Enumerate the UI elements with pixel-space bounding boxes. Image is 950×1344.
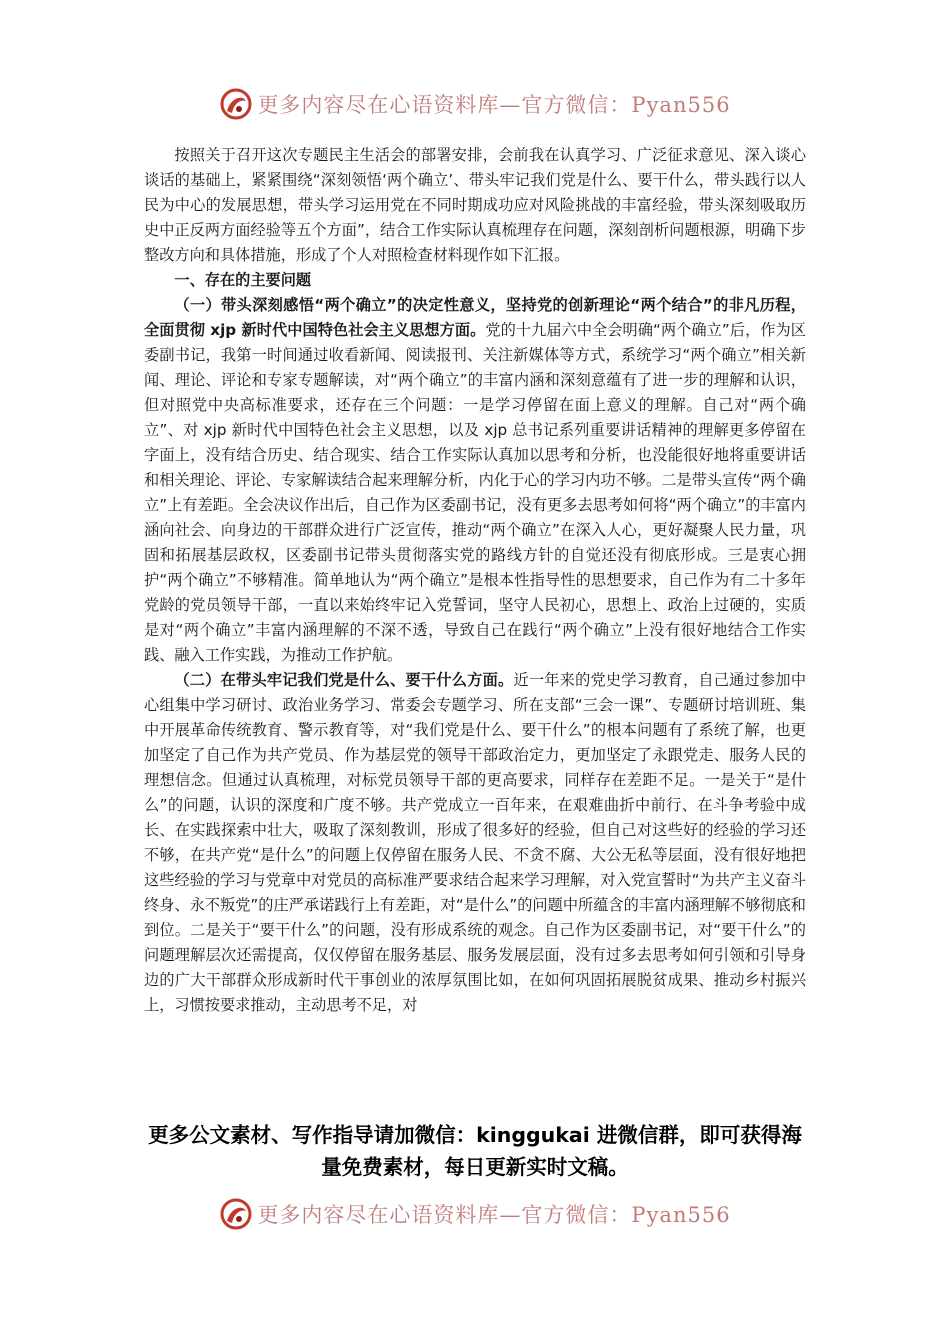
document-body [144,143,806,1018]
red-swirl-logo-icon [219,1197,253,1231]
footer-banner-text: 更多内容尽在心语资料库—官方微信：Pyan556 [257,1203,731,1227]
footer-banner [0,1194,950,1234]
item-1-title: （一）带头深刻感悟“两个确立”的决定性意义，坚持党的创新理论“两个结合”的非凡历程，全面贯彻 xjp 新时代中国特色社会主义思想方面。 [144,296,806,339]
item-1-text: 党的十九届六中全会明确“两个确立”后，作为区委副书记，我第一时间通过收看新闻、阅读报刊、关注新媒体等方式，系统学习“两个确立”相关新闻、理论、评论和专家专题解读，对“两个确立”的丰富内涵和深刻意蕴有了进一步的理解和认识，但对照党中央高标准要求，还存在三个问题：一是学习停留在面上意义的理解。自己对“两个确立”、对 xjp 新时代中国特色社会主义思想，以及 xjp 总书记系列重要讲话精神的理解更多停留在字面上，没有结合历史、结合现实、结合工作实际认真加以思考和分析，也没能很好地将重要讲话和相关理论、评论、专家解读结合起来理解分析，内化于心的学习内功不够。二是带头宣传“两个确立”上有差距。全会决议作出后，自己作为区委副书记，没有更多去思考如何将“两个确立”的丰富内涵向社会、向身边的干部群众进行广泛宣传，推动“两个确立”在深入人心，更好凝聚人民力量，巩固和拓展基层政权，区委副书记带头贯彻落实党的路线方针的自觉还没有彻底形成。三是衷心拥护“两个确立”不够精准。简单地认为“两个确立”是根本性指导性的思想要求，自己作为有二十多年党龄的党员领导干部，一直以来始终牢记入党誓词，坚守人民初心，思想上、政治上过硬的，实质是对“两个确立”丰富内涵理解的不深不透，导致自己在践行“两个确立”上没有很好地结合工作实践、融入工作实践，为推动工作护航。 [144,321,806,664]
item-2-title: （二）在带头牢记我们党是什么、要干什么方面。 [174,671,514,689]
intro-paragraph: 按照关于召开这次专题民主生活会的部署安排，会前我在认真学习、广泛征求意见、深入谈心谈话的基础上，紧紧围绕“深刻领悟‘两个确立’、带头牢记我们党是什么、要干什么，带头践行以人民为中心的发展思想，带头学习运用党在不同时期成功应对风险挑战的丰富经验，带头深刻吸取历史中正反两方面经验等五个方面”，结合工作实际认真梳理存在问题，深刻剖析问题根源，明确下步整改方向和具体措施，形成了个人对照检查材料现作如下汇报。 [144,146,806,264]
header-banner-text: 更多内容尽在心语资料库—官方微信：Pyan556 [257,93,731,117]
promo-text: 更多公文素材、写作指导请加微信：kinggukai 进微信群，即可获得海量免费素材，每日更新实时文稿。 [148,1123,802,1179]
item-2-text: 近一年来的党史学习教育，自己通过参加中心组集中学习研讨、政治业务学习、常委会专题学习、所在支部“三会一课”、专题研讨培训班、集中开展革命传统教育、警示教育等，对“我们党是什么、要干什么”的根本问题有了系统了解，也更加坚定了自己作为共产党员、作为基层党的领导干部政治定力，更加坚定了永跟党走、服务人民的理想信念。但通过认真梳理，对标党员领导干部的更高要求，同样存在差距不足。一是关于“是什么”的问题，认识的深度和广度不够。共产党成立一百年来，在艰难曲折中前行、在斗争考验中成长、在实践探索中壮大，吸取了深刻教训，形成了很多好的经验，但自己对这些好的经验的学习还不够，在共产党“是什么”的问题上仅停留在服务人民、不贪不腐、大公无私等层面，没有很好地把这些经验的学习与党章中对党员的高标准严要求结合起来学习理解，对入党宣誓时“为共产主义奋斗终身、永不叛党”的庄严承诺践行上有差距，对“是什么”的问题中所蕴含的丰富内涵理解不够彻底和到位。二是关于“要干什么”的问题，没有形成系统的观念。自己作为区委副书记，对“要干什么”的问题理解层次还需提高，仅仅停留在服务基层、服务发展层面，没有过多去思考如何引领和引导身边的广大干部群众形成新时代干事创业的浓厚氛围比如，在如何巩固拓展脱贫成果、推动乡村振兴上，习惯按要求推动，主动思考不足，对 [144,671,807,1014]
section-heading: 一、存在的主要问题 [174,271,312,289]
item-1-paragraph [144,293,806,668]
item-2-paragraph [144,668,806,1018]
header-banner [0,84,950,124]
red-swirl-logo-icon [219,87,253,121]
